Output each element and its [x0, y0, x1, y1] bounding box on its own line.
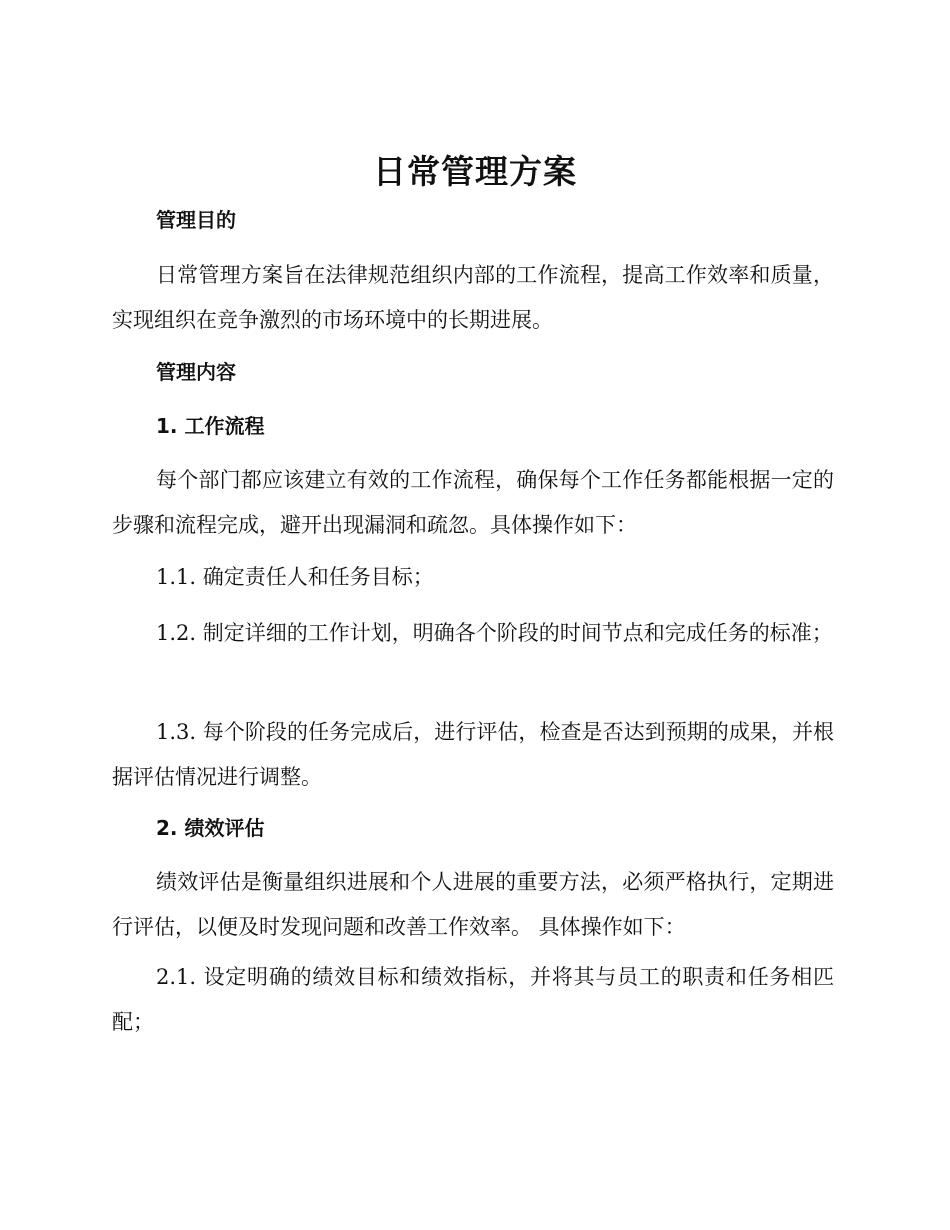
section-heading-workflow: 1. 工作流程 [156, 414, 265, 438]
paragraph-purpose: 日常管理方案旨在法律规范组织内部的工作流程，提高工作效率和质量，实现组织在竞争激烈的市场环境中的长期进展。 [112, 263, 834, 332]
paragraph-workflow-intro: 每个部门都应该建立有效的工作流程，确保每个工作任务都能根据一定的步骤和流程完成，避开出现漏洞和疏忽。具体操作如下： [112, 468, 834, 537]
section-heading-purpose: 管理目的 [156, 208, 236, 232]
document-title: 日常管理方案 [373, 152, 577, 191]
list-item-1-3: 1.3. 每个阶段的任务完成后，进行评估，检查是否达到预期的成果，并根据评估情况进行调整。 [112, 720, 834, 789]
section-heading-performance: 2. 绩效评估 [156, 816, 265, 840]
list-item-2-1: 2.1. 设定明确的绩效目标和绩效指标，并将其与员工的职责和任务相匹配； [112, 965, 834, 1034]
paragraph-performance-intro: 绩效评估是衡量组织进展和个人进展的重要方法，必须严格执行，定期进行评估，以便及时发现问题和改善工作效率。 具体操作如下： [112, 870, 834, 939]
list-item-1-2: 1.2. 制定详细的工作计划，明确各个阶段的时间节点和完成任务的标准； [156, 621, 833, 645]
list-item-1-1: 1.1. 确定责任人和任务目标； [156, 565, 434, 589]
section-heading-content: 管理内容 [156, 360, 236, 384]
